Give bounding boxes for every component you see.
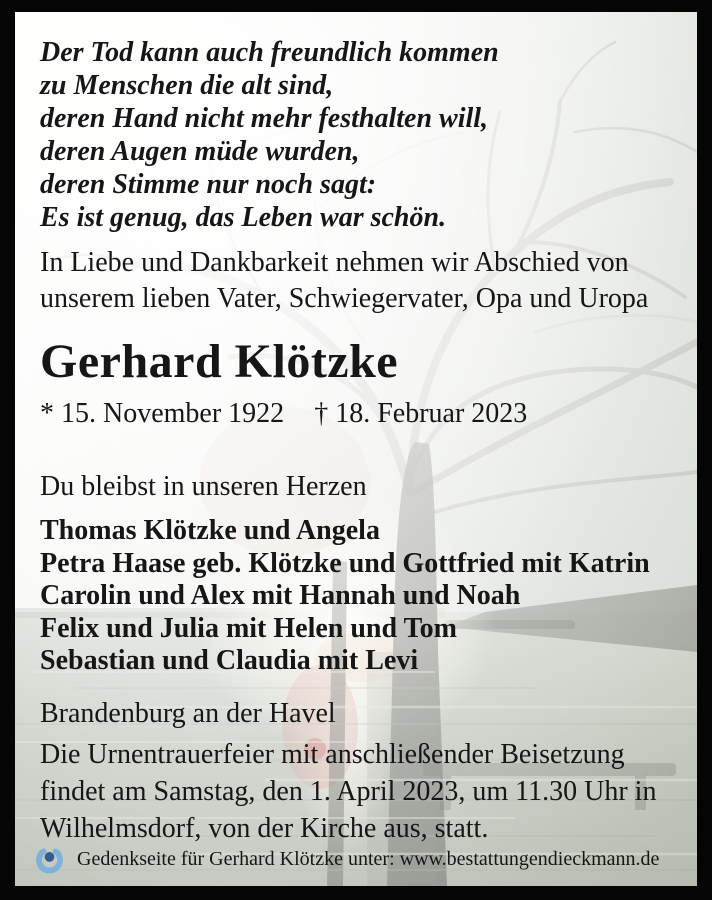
funeral-line: Die Urnentrauerfeier mit anschließender Beisetzung bbox=[40, 739, 625, 770]
poem-line: zu Menschen die alt sind, bbox=[40, 70, 334, 101]
poem-line: deren Hand nicht mehr festhalten will, bbox=[40, 103, 489, 134]
poem-line: Es ist genug, das Leben war schön. bbox=[40, 202, 447, 233]
deceased-name: Gerhard Klötzke bbox=[40, 335, 399, 388]
family-line: Sebastian und Claudia mit Levi bbox=[40, 645, 419, 676]
poem-line: deren Stimme nur noch sagt: bbox=[40, 169, 377, 200]
poem bbox=[40, 36, 499, 234]
intro-line: unserem lieben Vater, Schwiegervater, Opa und Uropa bbox=[40, 283, 649, 314]
intro-line: In Liebe und Dankbarkeit nehmen wir Abschied von bbox=[40, 247, 629, 278]
family-line: Carolin und Alex mit Hannah und Noah bbox=[40, 580, 521, 611]
death-date: † 18. Februar 2023 bbox=[314, 398, 528, 429]
funeral-line: findet am Samstag, den 1. April 2023, um 11.30 Uhr in bbox=[40, 776, 657, 807]
farewell-intro bbox=[40, 245, 648, 317]
life-dates bbox=[40, 398, 527, 430]
family-line: Thomas Klötzke und Angela bbox=[40, 515, 380, 546]
funeral-line: Wilhelmsdorf, von der Kirche aus, statt. bbox=[40, 813, 489, 844]
footer bbox=[31, 840, 659, 878]
poem-line: Der Tod kann auch freundlich kommen bbox=[40, 37, 499, 68]
birth-date: * 15. November 1922 bbox=[40, 398, 285, 429]
funeral-info bbox=[40, 736, 656, 847]
family-list bbox=[40, 515, 650, 678]
memorial-note: Gedenkseite für Gerhard Klötzke unter: www.bestattungendieckmann.de bbox=[77, 847, 660, 870]
location-city: Brandenburg an der Havel bbox=[40, 698, 336, 729]
poem-line: deren Augen müde wurden, bbox=[40, 136, 360, 167]
remembrance-line: Du bleibst in unseren Herzen bbox=[40, 471, 367, 502]
family-line: Felix und Julia mit Helen und Tom bbox=[40, 612, 457, 644]
family-line: Petra Haase geb. Klötzke und Gottfried mit Katrin bbox=[40, 547, 650, 579]
memorial-logo-icon bbox=[31, 840, 68, 878]
